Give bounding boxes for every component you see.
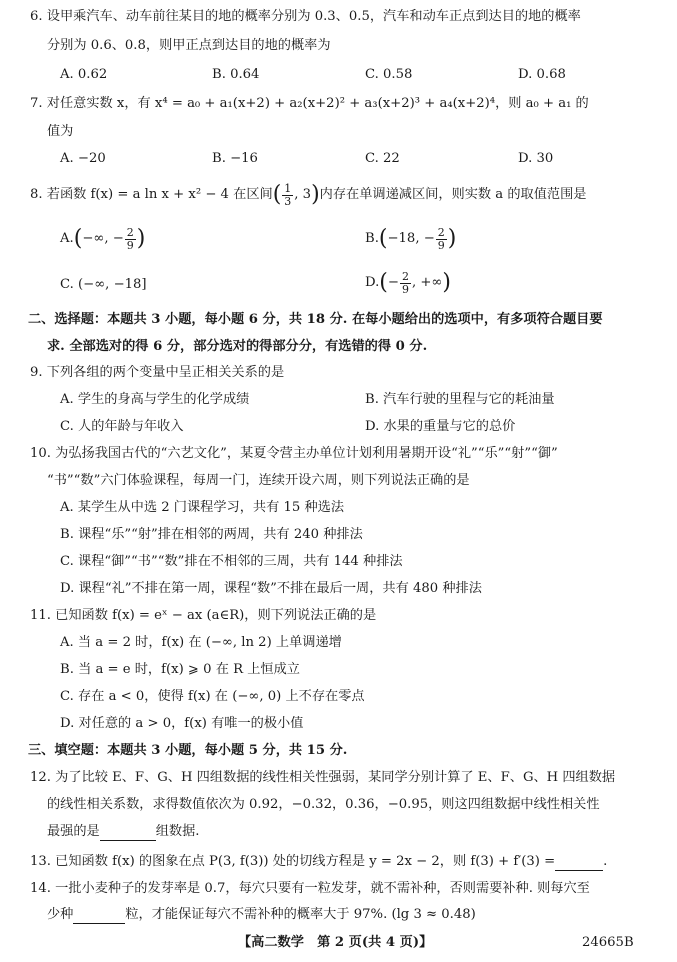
q8-stem-part-b: , 3	[294, 187, 312, 202]
q8-frac-num: 1	[284, 181, 292, 195]
q10-option-c: C. 课程“御”“书”“数”排在不相邻的三周，共有 144 种排法	[60, 554, 403, 569]
q8-option-b-den: 9	[437, 238, 445, 252]
q7-option-d: D. 30	[518, 151, 554, 166]
q7-stem-line1: 7. 对任意实数 x，有 x⁴ = a₀ + a₁(x+2) + a₂(x+2)² + a₃(x+2)³ + a₄(x+2)⁴，则 a₀ + a₁ 的	[30, 96, 589, 111]
q8-option-b-paren-open: (	[378, 226, 388, 251]
q7-option-c: C. 22	[365, 151, 400, 166]
q8-option-d-right: , +∞	[411, 275, 443, 290]
q8-option-a-frac	[125, 227, 136, 252]
q10-stem-line2: “书”“数”六门体验课程，每周一门，连续开设六周，则下列说法正确的是	[47, 473, 470, 488]
section-3-heading: 三、填空题：本题共 3 小题，每小题 5 分，共 15 分.	[28, 743, 348, 758]
q8-stem-part-c: 内存在单调递减区间，则实数 a 的取值范围是	[319, 187, 587, 202]
q11-stem: 11. 已知函数 f(x) = eˣ − ax (a∈R)，则下列说法正确的是	[30, 608, 377, 623]
q8-option-d-den: 9	[401, 282, 409, 296]
q8-option-d-frac	[400, 271, 411, 296]
q8-paren-close: )	[311, 182, 320, 207]
q8-option-a-den: 9	[126, 238, 134, 252]
q12-answer-blank	[100, 826, 156, 841]
q10-option-a: A. 某学生从中选 2 门课程学习，共有 15 种选法	[60, 500, 345, 515]
q9-stem: 9. 下列各组的两个变量中呈正相关关系的是	[30, 365, 285, 380]
q6-option-b: B. 0.64	[212, 67, 260, 82]
q8-frac-den: 3	[284, 194, 292, 208]
q8-option-a-left: −∞, −	[82, 231, 124, 246]
q13-stem-end: .	[603, 854, 608, 869]
q8-option-a-label: A.	[60, 231, 74, 246]
q14-line2-end: 粒，才能保证每穴不需补种的概率大于 97%. (lg 3 ≈ 0.48)	[125, 907, 476, 922]
q7-stem-line2: 值为	[47, 124, 74, 139]
q14-stem-line2	[47, 906, 476, 924]
q12-stem-line1: 12. 为了比较 E、F、G、H 四组数据的线性相关性强弱，某同学分别计算了 E、F、G、H 四组数据	[30, 770, 616, 785]
q8-option-d-paren-open: (	[379, 270, 388, 295]
q8-option-a-num: 2	[126, 225, 134, 239]
q13-stem-text: 13. 已知函数 f(x) 的图象在点 P(3, f(3)) 处的切线方程是 y = 2x − 2，则 f(3) + f′(3) =	[30, 854, 556, 869]
q8-option-a-paren-open: (	[73, 226, 83, 251]
q13-answer-blank	[555, 856, 603, 871]
section-2-heading-line2: 求. 全部选对的得 6 分，部分选对的得部分分，有选错的得 0 分.	[47, 339, 428, 354]
q13-stem	[30, 853, 607, 871]
q8-option-b	[365, 226, 456, 253]
q12-stem-line2: 的线性相关系数，求得数值依次为 0.92，−0.32，0.36，−0.95，则这四组数据中线性相关性	[47, 797, 600, 812]
q8-option-c-text: C. (−∞, −18]	[60, 277, 147, 292]
q14-stem-line1: 14. 一批小麦种子的发芽率是 0.7，每穴只要有一粒发芽，就不需补种，否则需要补种. 则每穴至	[30, 881, 590, 896]
q8-option-d-num: 2	[401, 269, 409, 283]
q8-stem-part-a: 8. 若函数 f(x) = a ln x + x² − 4 在区间	[30, 187, 273, 202]
footer-exam-code: 24665B	[582, 935, 634, 950]
q6-option-c: C. 0.58	[365, 67, 413, 82]
q6-option-d: D. 0.68	[518, 67, 566, 82]
q11-option-b: B. 当 a = e 时，f(x) ⩾ 0 在 R 上恒成立	[60, 662, 300, 677]
q8-option-b-left: −18, −	[387, 231, 435, 246]
q6-stem-line2: 分别为 0.6、0.8，则甲正点到达目的地的概率为	[47, 38, 331, 53]
q7-option-b: B. −16	[212, 151, 258, 166]
q8-paren-open: (	[272, 182, 282, 207]
q8-stem	[30, 182, 586, 209]
q9-option-d: D. 水果的重量与它的总价	[365, 419, 516, 434]
q10-option-b: B. 课程“乐”“射”排在相邻的两周，共有 240 种排法	[60, 527, 363, 542]
q8-option-b-paren-close: )	[447, 226, 457, 251]
q8-option-d-paren-close: )	[442, 270, 451, 295]
q8-option-d-minus: −	[387, 275, 399, 290]
q6-stem-line1: 6. 设甲乘汽车、动车前往某目的地的概率分别为 0.3、0.5，汽车和动车正点到达目的地的概率	[30, 9, 581, 24]
q8-option-d-label: D.	[365, 275, 380, 290]
q8-option-a-paren-close: )	[136, 226, 146, 251]
q9-option-a: A. 学生的身高与学生的化学成绩	[60, 392, 250, 407]
q8-fraction	[282, 183, 293, 208]
q14-answer-blank	[73, 909, 125, 924]
q12-line3-start: 最强的是	[47, 824, 100, 839]
q9-option-c: C. 人的年龄与年收入	[60, 419, 184, 434]
q8-option-c	[60, 272, 147, 299]
q12-line3-end: 组数据.	[155, 824, 200, 839]
q11-option-a: A. 当 a = 2 时，f(x) 在 (−∞, ln 2) 上单调递增	[60, 635, 342, 650]
q10-option-d: D. 课程“礼”不排在第一周，课程“数”不排在最后一周，共有 480 种排法	[60, 581, 482, 596]
q7-option-a: A. −20	[60, 151, 106, 166]
q10-stem-line1: 10. 为弘扬我国古代的“六艺文化”，某夏令营主办单位计划利用暑期开设“礼”“乐”“射”“御”	[30, 446, 558, 461]
q9-option-b: B. 汽车行驶的里程与它的耗油量	[365, 392, 555, 407]
q8-option-b-num: 2	[437, 225, 445, 239]
q12-stem-line3	[47, 823, 200, 841]
q6-option-a: A. 0.62	[60, 67, 108, 82]
q11-option-c: C. 存在 a < 0，使得 f(x) 在 (−∞, 0) 上不存在零点	[60, 689, 365, 704]
footer-page-label: 【高二数学 第 2 页(共 4 页)】	[238, 935, 433, 950]
q8-option-a	[60, 226, 145, 253]
q8-option-b-label: B.	[365, 231, 379, 246]
section-2-heading-line1: 二、选择题：本题共 3 小题，每小题 6 分，共 18 分. 在每小题给出的选项中，有多项符合题目要	[28, 312, 603, 327]
q14-line2-start: 少种	[47, 907, 74, 922]
q11-option-d: D. 对任意的 a > 0，f(x) 有唯一的极小值	[60, 716, 304, 731]
q8-option-b-frac	[436, 227, 447, 252]
q8-option-d	[365, 270, 451, 297]
